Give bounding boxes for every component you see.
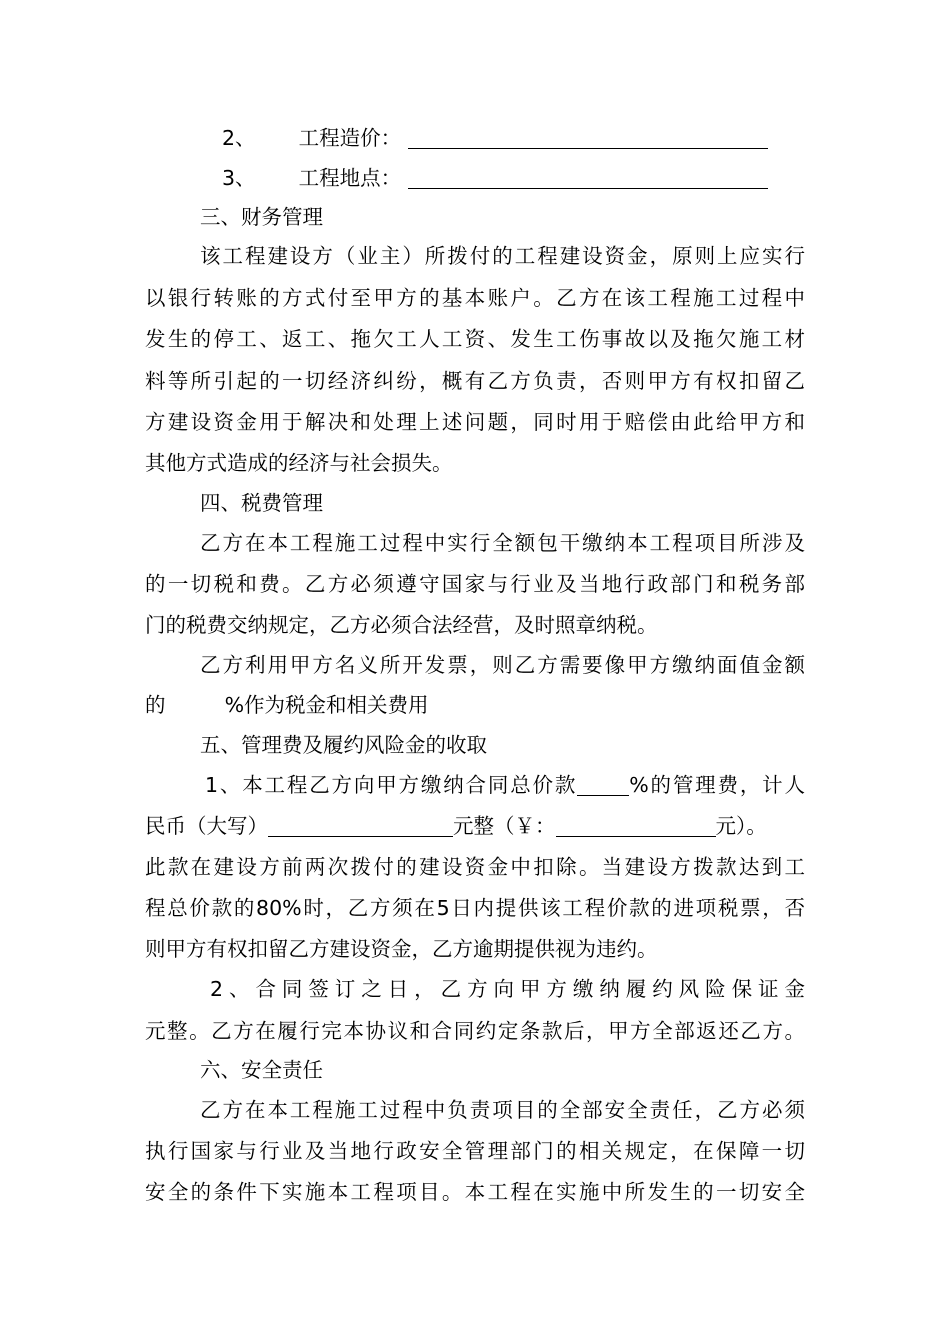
paragraph-line: 此款在建设方前两次拨付的建设资金中扣除。当建设方拨款达到工 — [145, 855, 805, 879]
item-engineering-location — [222, 164, 768, 192]
text-fragment: 的 — [145, 693, 166, 717]
paragraph-line: 该工程建设方（业主）所拨付的工程建设资金，原则上应实行 — [200, 244, 805, 268]
paragraph-line: 乙方利用甲方名义所开发票，则乙方需要像甲方缴纳面值金额 — [200, 653, 805, 677]
paragraph-line: 的一切税和费。乙方必须遵守国家与行业及当地行政部门和税务部 — [145, 572, 805, 596]
paragraph-line: 方建设资金用于解决和处理上述问题，同时用于赔偿由此给甲方和 — [145, 410, 805, 434]
text-fragment: 元整（￥： — [453, 814, 556, 838]
text-fragment: 民币（大写） — [145, 814, 268, 838]
paragraph-line: 其他方式造成的经济与社会损失。 — [145, 451, 453, 475]
text-fragment: %作为税金和相关费用 — [224, 693, 429, 717]
paragraph-line-deposit: 2、合同签订之日，乙方向甲方缴纳履约风险保证金 — [210, 977, 805, 1001]
blank-fee-rate[interactable] — [577, 773, 629, 796]
item-number: 2、 — [222, 126, 256, 150]
item-number: 3、 — [222, 166, 256, 190]
text-fragment: 1、本工程乙方向甲方缴纳合同总价款 — [205, 773, 578, 797]
blank-amount-words[interactable] — [268, 814, 453, 837]
section-heading-tax: 四、税费管理 — [200, 491, 323, 515]
paragraph-line: 门的税费交纳规定，乙方必须合法经营，及时照章纳税。 — [145, 613, 658, 637]
paragraph-line-tax-rate — [145, 691, 429, 719]
blank-amount-figures[interactable] — [556, 814, 716, 837]
section-heading-finance: 三、财务管理 — [200, 205, 323, 229]
section-heading-management-fee: 五、管理费及履约风险金的收取 — [200, 733, 487, 757]
section-heading-safety: 六、安全责任 — [200, 1058, 323, 1082]
paragraph-line: 则甲方有权扣留乙方建设资金，乙方逾期提供视为违约。 — [145, 937, 658, 961]
paragraph-line-fee-rate — [205, 771, 805, 799]
paragraph-line: 乙方在本工程施工过程中负责项目的全部安全责任，乙方必须 — [200, 1098, 805, 1122]
paragraph-line: 程总价款的80%时，乙方须在5日内提供该工程价款的进项税票，否 — [145, 896, 805, 920]
paragraph-line: 以银行转账的方式付至甲方的基本账户。乙方在该工程施工过程中 — [145, 286, 805, 310]
paragraph-line: 乙方在本工程施工过程中实行全额包干缴纳本工程项目所涉及 — [200, 531, 805, 555]
paragraph-line-amount — [145, 812, 767, 840]
paragraph-line: 元整。乙方在履行完本协议和合同约定条款后，甲方全部返还乙方。 — [145, 1019, 805, 1043]
blank-engineering-cost[interactable] — [408, 126, 768, 149]
text-fragment: 元）。 — [715, 814, 767, 838]
text-fragment: %的管理费，计人 — [629, 773, 805, 797]
paragraph-line: 料等所引起的一切经济纠纷，概有乙方负责，否则甲方有权扣留乙 — [145, 369, 805, 393]
field-label: 工程地点： — [298, 166, 402, 190]
paragraph-line: 执行国家与行业及当地行政安全管理部门的相关规定，在保障一切 — [145, 1139, 805, 1163]
blank-engineering-location[interactable] — [408, 166, 768, 189]
paragraph-line: 发生的停工、返工、拖欠工人工资、发生工伤事故以及拖欠施工材 — [145, 327, 805, 351]
item-engineering-cost — [222, 124, 768, 152]
paragraph-line: 安全的条件下实施本工程项目。本工程在实施中所发生的一切安全 — [145, 1180, 805, 1204]
field-label: 工程造价： — [298, 126, 402, 150]
